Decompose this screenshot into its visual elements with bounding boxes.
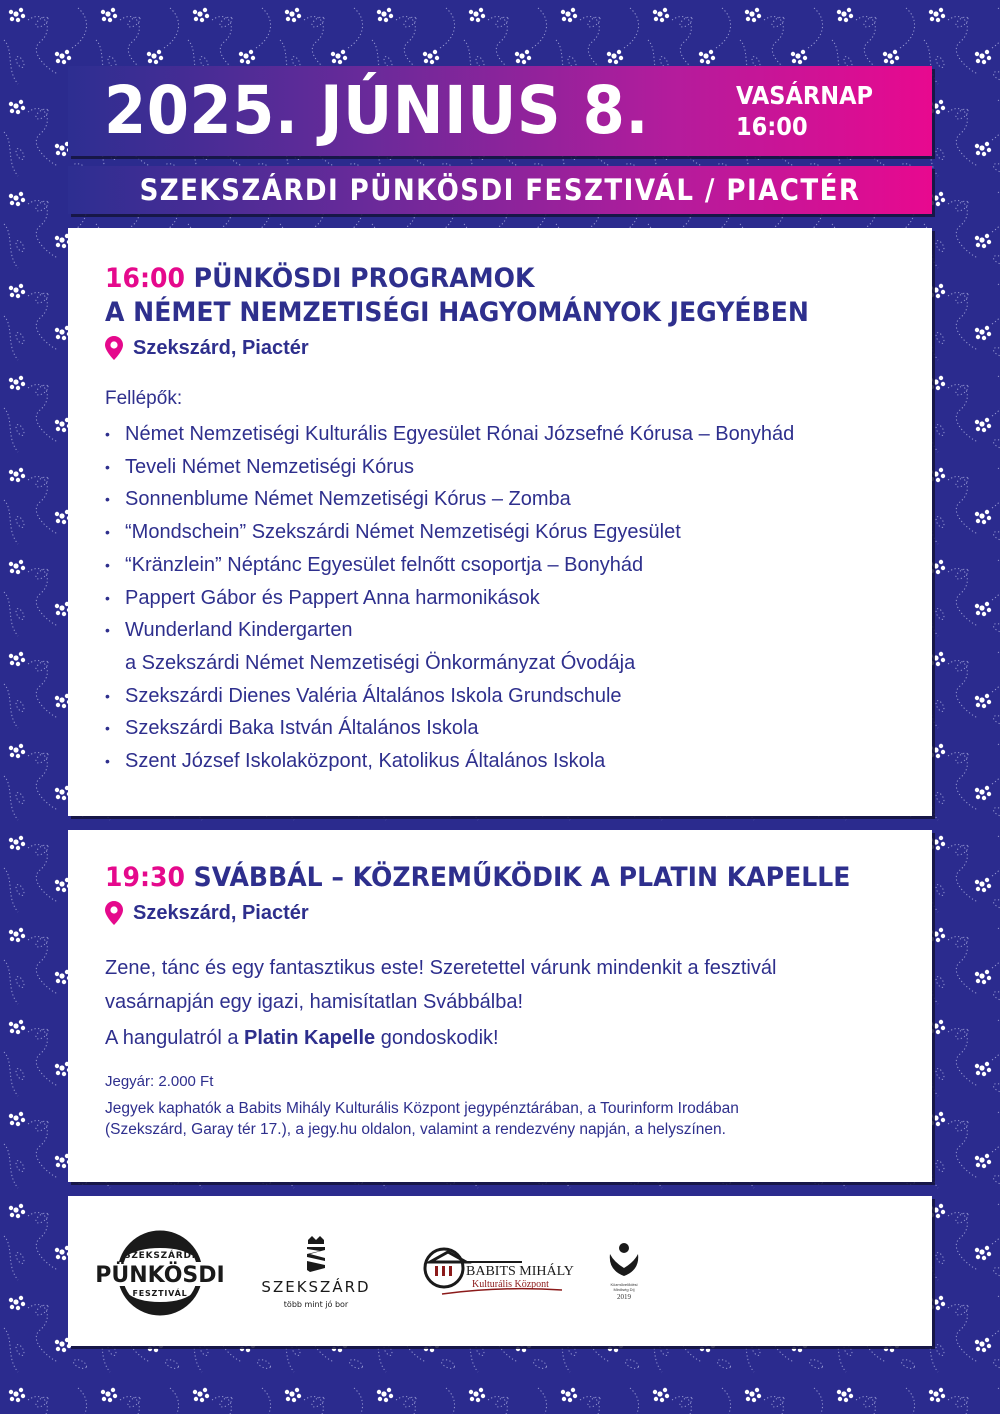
event-location (105, 336, 902, 360)
event-card-swabian-ball (68, 830, 932, 1182)
szekszard-city-logo (254, 1232, 378, 1314)
event-date: 2025. JÚNIUS 8. (104, 72, 649, 149)
festival-logo-main: PÜNKÖSDI (95, 1263, 225, 1288)
ticket-info-line: (Szekszárd, Garay tér 17.), a jegy.hu oldalon, valamint a rendezvény napján, a helyszínen. (105, 1121, 726, 1138)
start-time: 16:00 (736, 112, 808, 141)
city-slogan: több mint jó bor (283, 1300, 349, 1309)
event-title (105, 262, 846, 296)
band-note (105, 1021, 902, 1055)
event-title (105, 861, 851, 895)
date-banner (68, 66, 932, 156)
city-name: SZEKSZÁRD (261, 1278, 371, 1296)
performer-item: • Szent József Iskolaközpont, Katolikus Általános Iskola (105, 745, 902, 778)
event-time: 19:30 (105, 862, 185, 893)
performer-item: • Szekszárdi Baka István Általános Iskola (105, 712, 902, 745)
performer-item-continuation: a Szekszárdi Német Nemzetiségi Önkormányzat Óvodája (125, 651, 636, 674)
performer-item: • Teveli Német Nemzetiségi Kórus (105, 451, 902, 484)
festival-logo (95, 1228, 225, 1318)
event-card-pentecost-programs (68, 228, 932, 816)
babits-subtitle: Kulturális Központ (472, 1279, 549, 1290)
babits-mihaly-logo (422, 1244, 574, 1300)
band-note-suffix: gondoskodik! (375, 1027, 499, 1049)
performer-item: • Pappert Gábor és Pappert Anna harmonikások (105, 582, 902, 615)
weekday-time (736, 80, 873, 142)
band-name: Platin Kapelle (244, 1027, 376, 1049)
performers-list (105, 418, 902, 778)
babits-name: BABITS MIHÁLY (466, 1264, 574, 1279)
performer-item: • Német Nemzetiségi Kulturális Egyesület Rónai Józsefné Kórusa – Bonyhád (105, 418, 902, 451)
description-line: Zene, tánc és egy fantasztikus este! Szeretettel várunk mindenkit a fesztivál (105, 957, 777, 979)
festival-logo-bottom: FESZTIVÁL (132, 1289, 188, 1298)
location-text: Szekszárd, Piactér (133, 901, 309, 924)
festival-banner (68, 166, 932, 214)
location-text: Szekszárd, Piactér (133, 336, 309, 359)
map-pin-icon (105, 336, 123, 360)
award-line2: Minőség Díj (613, 1287, 635, 1292)
festival-logo-top: SZEKSZÁRDI (124, 1251, 196, 1261)
band-note-prefix: A hangulatról a (105, 1027, 244, 1049)
event-time: 16:00 (105, 263, 185, 294)
sponsor-logos (68, 1196, 932, 1346)
performer-item: • Szekszárdi Dienes Valéria Általános Iskola Grundschule (105, 680, 902, 713)
award-line1: Közművelődési (610, 1282, 638, 1287)
event-title-line2: A NÉMET NEMZETISÉGI HAGYOMÁNYOK JEGYÉBEN (105, 297, 809, 328)
event-location (105, 901, 902, 925)
award-figure-icon (602, 1240, 646, 1280)
ticket-info-line: Jegyek kaphatók a Babits Mihály Kulturális Központ jegypénztárában, a Tourinform Irodában (105, 1100, 739, 1117)
performer-item: • Sonnenblume Német Nemzetiségi Kórus – Zomba (105, 483, 902, 516)
performers-label: Fellépők: (105, 388, 183, 409)
festival-location: SZEKSZÁRDI PÜNKÖSDI FESZTIVÁL / PIACTÉR (139, 173, 861, 207)
ticket-info (105, 1098, 902, 1140)
map-pin-icon (105, 901, 123, 925)
event-title-text: SVÁBBÁL – KÖZREMŰKÖDIK A PLATIN KAPELLE (193, 862, 851, 893)
performer-item: • Wunderland Kindergarten (105, 614, 902, 647)
award-year: 2019 (617, 1293, 631, 1301)
performer-item: • “Kränzlein” Néptánc Egyesület felnőtt csoportja – Bonyhád (105, 549, 902, 582)
performer-item: • “Mondschein” Szekszárdi Német Nemzetiségi Kórus Egyesület (105, 516, 902, 549)
ticket-price: Jegyár: 2.000 Ft (105, 1073, 214, 1090)
description-line: vasárnapján egy igazi, hamisítatlan Svábbálba! (105, 991, 524, 1013)
weekday: VASÁRNAP (736, 81, 873, 110)
quality-award-logo (602, 1240, 646, 1306)
event-description (105, 951, 902, 1019)
event-title-line1: PÜNKÖSDI PROGRAMOK (193, 263, 535, 294)
